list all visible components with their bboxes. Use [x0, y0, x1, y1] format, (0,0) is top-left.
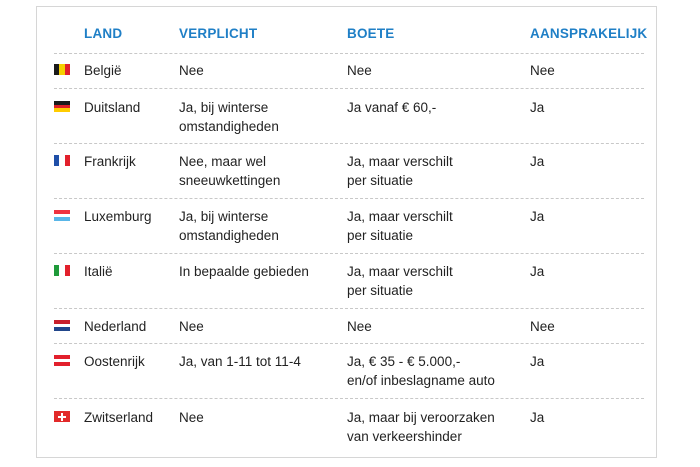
aansprakelijk-cell: Ja — [530, 154, 545, 169]
austria-flag-icon — [54, 355, 70, 366]
boete-line: Ja, maar verschilt — [347, 209, 453, 224]
verplicht-line: sneeuwkettingen — [179, 173, 281, 188]
boete-line: per situatie — [347, 283, 414, 298]
boete-cell — [347, 152, 453, 190]
header-land: LAND — [84, 26, 123, 41]
boete-cell — [347, 61, 372, 80]
verplicht-cell — [179, 98, 279, 136]
country-name: Frankrijk — [84, 154, 136, 169]
aansprakelijk-cell: Ja — [530, 410, 545, 425]
aansprakelijk-cell: Ja — [530, 354, 545, 369]
row-separator — [54, 308, 644, 309]
verplicht-line: Ja, bij winterse — [179, 209, 269, 224]
country-name: Italië — [84, 264, 113, 279]
luxembourg-flag-icon — [54, 210, 70, 221]
row-separator — [54, 198, 644, 199]
boete-line: per situatie — [347, 173, 414, 188]
italy-flag-icon — [54, 265, 70, 276]
verplicht-cell — [179, 61, 204, 80]
boete-cell — [347, 207, 453, 245]
boete-cell — [347, 352, 495, 390]
verplicht-line: Ja, van 1-11 tot 11-4 — [179, 354, 301, 369]
country-name: België — [84, 63, 122, 78]
country-name: Oostenrijk — [84, 354, 145, 369]
boete-cell — [347, 98, 436, 117]
verplicht-line: omstandigheden — [179, 228, 279, 243]
boete-line: Nee — [347, 319, 372, 334]
verplicht-cell — [179, 408, 204, 427]
verplicht-cell — [179, 352, 301, 371]
germany-flag-icon — [54, 101, 70, 112]
aansprakelijk-cell: Nee — [530, 319, 555, 334]
row-separator — [54, 88, 644, 89]
boete-line: Ja, € 35 - € 5.000,- — [347, 354, 461, 369]
verplicht-cell — [179, 152, 280, 190]
aansprakelijk-cell: Ja — [530, 100, 545, 115]
row-separator — [54, 53, 644, 54]
boete-line: van verkeershinder — [347, 429, 462, 444]
row-separator — [54, 253, 644, 254]
row-separator — [54, 343, 644, 344]
verplicht-cell — [179, 207, 279, 245]
verplicht-line: omstandigheden — [179, 119, 279, 134]
belgium-flag-icon — [54, 64, 70, 75]
verplicht-line: Ja, bij winterse — [179, 100, 269, 115]
verplicht-line: In bepaalde gebieden — [179, 264, 309, 279]
boete-cell — [347, 317, 372, 336]
boete-line: Ja, maar bij veroorzaken — [347, 410, 495, 425]
verplicht-line: Nee — [179, 63, 204, 78]
verplicht-line: Nee — [179, 319, 204, 334]
switzerland-flag-icon — [54, 411, 70, 422]
verplicht-line: Nee — [179, 410, 204, 425]
verplicht-line: Nee, maar wel — [179, 154, 267, 169]
boete-line: Ja vanaf € 60,- — [347, 100, 437, 115]
boete-line: Ja, maar verschilt — [347, 154, 453, 169]
row-separator — [54, 143, 644, 144]
header-boete: BOETE — [347, 26, 395, 41]
boete-line: en/of inbeslagname auto — [347, 373, 495, 388]
verplicht-cell — [179, 262, 309, 281]
france-flag-icon — [54, 155, 70, 166]
netherlands-flag-icon — [54, 320, 70, 331]
row-separator — [54, 398, 644, 399]
aansprakelijk-cell: Ja — [530, 209, 545, 224]
verplicht-cell — [179, 317, 204, 336]
country-name: Luxemburg — [84, 209, 152, 224]
boete-line: per situatie — [347, 228, 414, 243]
boete-line: Ja, maar verschilt — [347, 264, 453, 279]
header-aansprakelijk: AANSPRAKELIJK — [530, 26, 648, 41]
boete-line: Nee — [347, 63, 372, 78]
boete-cell — [347, 408, 495, 446]
header-verplicht: VERPLICHT — [179, 26, 258, 41]
boete-cell — [347, 262, 453, 300]
aansprakelijk-cell: Nee — [530, 63, 555, 78]
aansprakelijk-cell: Ja — [530, 264, 545, 279]
country-name: Zwitserland — [84, 410, 154, 425]
country-name: Nederland — [84, 319, 147, 334]
country-name: Duitsland — [84, 100, 141, 115]
